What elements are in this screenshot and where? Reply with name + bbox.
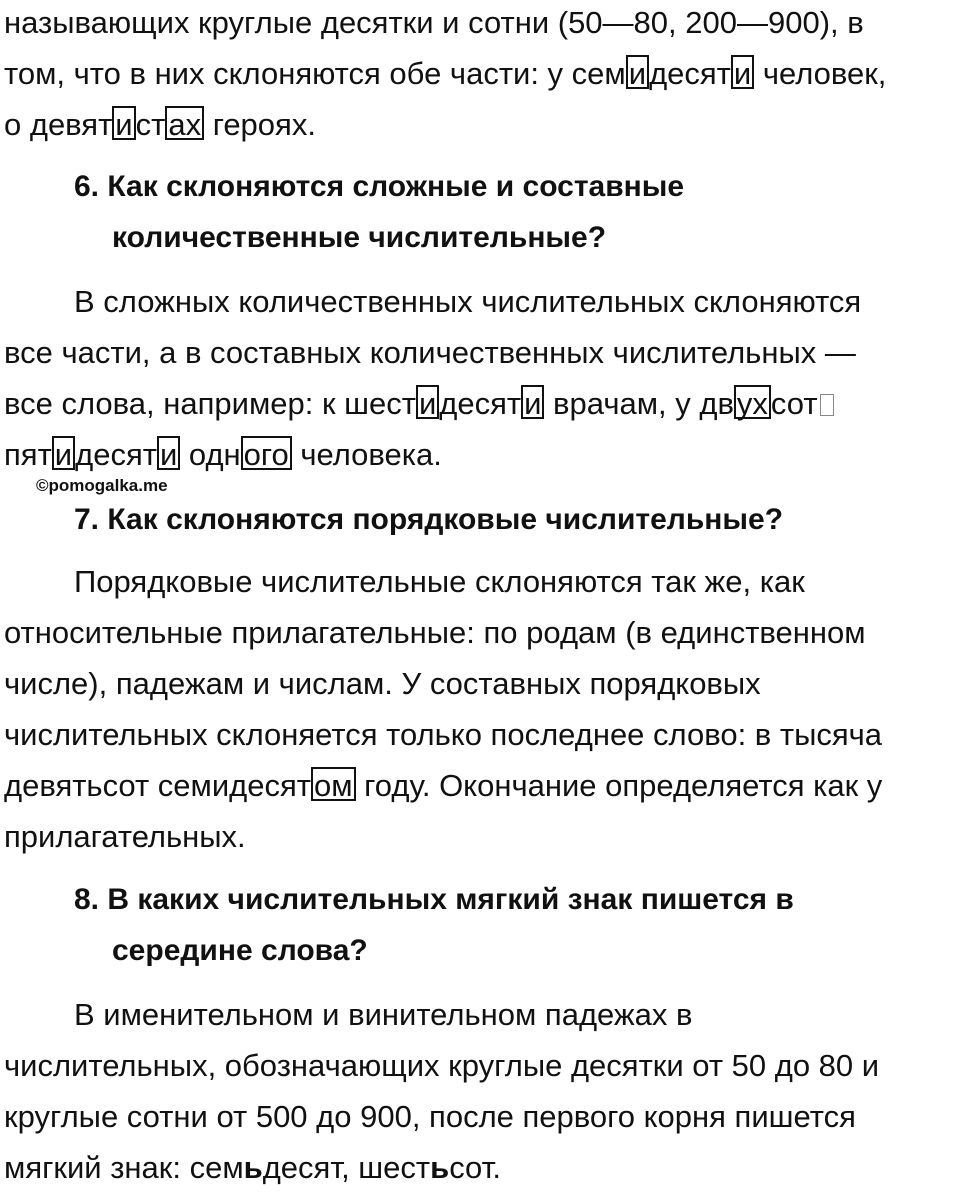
answer-6-line-1: В сложных количественных числительных склоняются bbox=[74, 284, 862, 319]
ending-box: и bbox=[731, 55, 754, 89]
ending-box: ух bbox=[734, 385, 771, 419]
ending-box: и bbox=[112, 106, 135, 140]
question-8-title-line-2: середине слова? bbox=[112, 934, 368, 967]
soft-sign-highlight: ь bbox=[243, 1150, 263, 1185]
question-6-title-line-1: 6. Как склоняются сложные и составные bbox=[74, 170, 685, 203]
intro-line-1: называющих круглые десятки и сотни (50—80, 200—900), в bbox=[4, 5, 864, 40]
ending-box: и bbox=[157, 436, 180, 470]
answer-7-line-5: девятьсот семидесятом году. Окончание определяется как у bbox=[4, 768, 883, 803]
ending-box: ого bbox=[241, 436, 292, 470]
intro-line-2: том, что в них склоняются обе части: у семидесяти человек, bbox=[4, 56, 887, 91]
answer-8-line-1: В именительном и винительном падежах в bbox=[74, 997, 693, 1032]
answer-6-line-4: пятидесяти одного человека. bbox=[4, 437, 442, 472]
answer-8-line-3: круглые сотни от 500 до 900, после первого корня пишется bbox=[4, 1099, 856, 1134]
question-6-heading bbox=[74, 161, 954, 263]
ending-box: ом bbox=[311, 767, 356, 801]
intro-line-3: о девятистах героях. bbox=[4, 107, 316, 142]
answer-7-line-6: прилагательных. bbox=[4, 819, 246, 854]
soft-sign-highlight: ь bbox=[430, 1150, 450, 1185]
question-7-title-line-1: 7. Как склоняются порядковые числительные? bbox=[74, 503, 784, 536]
question-8-heading bbox=[74, 874, 954, 976]
question-8-title-line-1: 8. В каких числительных мягкий знак пишется в bbox=[74, 883, 794, 916]
ending-box: и bbox=[626, 55, 649, 89]
answer-7-line-1: Порядковые числительные склоняются так же, как bbox=[74, 564, 805, 599]
ending-box: и bbox=[416, 385, 439, 419]
intro-paragraph bbox=[4, 0, 954, 150]
ending-box: и bbox=[52, 436, 75, 470]
question-7-answer bbox=[4, 556, 954, 862]
answer-8-line-2: числительных, обозначающих круглые десятки от 50 до 80 и bbox=[4, 1048, 880, 1083]
answer-6-line-3: все слова, например: к шестидесяти врачам, у двухсот bbox=[4, 378, 954, 429]
ending-box: ах bbox=[165, 106, 204, 140]
watermark: ©pomogalka.me bbox=[36, 476, 168, 495]
answer-8-line-4: мягкий знак: семьдесят, шестьсот. bbox=[4, 1150, 501, 1185]
question-6-answer bbox=[4, 276, 954, 480]
answer-7-line-3: числе), падежам и числам. У составных порядковых bbox=[4, 666, 761, 701]
answer-7-line-2: относительные прилагательные: по родам (в единственном bbox=[4, 615, 866, 650]
answer-6-line-2: все части, а в составных количественных числительных — bbox=[4, 335, 856, 370]
question-7-heading bbox=[74, 494, 954, 545]
question-6-title-line-2: количественные числительные? bbox=[112, 221, 607, 254]
answer-7-line-4: числительных склоняется только последнее слово: в тысяча bbox=[4, 717, 883, 752]
ending-box: и bbox=[521, 385, 544, 419]
missing-glyph-icon bbox=[820, 394, 834, 416]
question-8-answer bbox=[4, 989, 954, 1193]
